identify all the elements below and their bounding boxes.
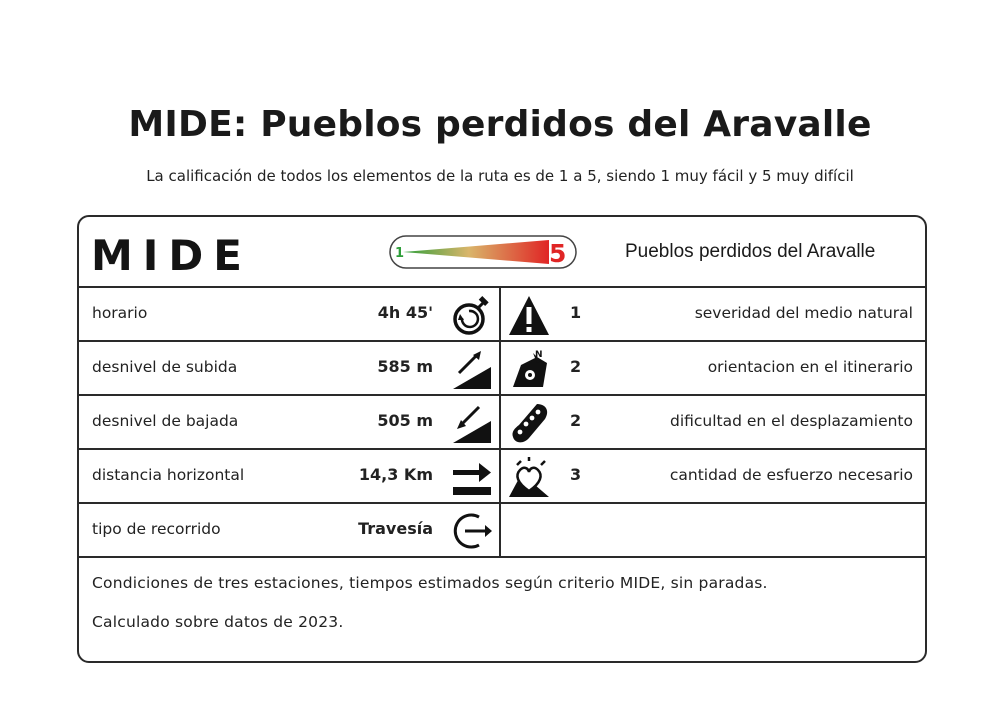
svg-text:N: N [535, 350, 543, 360]
row-label: cantidad de esfuerzo necesario [669, 466, 913, 484]
mide-logo: MIDE [91, 231, 252, 280]
row-label: dificultad en el desplazamiento [669, 412, 913, 430]
row-left-half [79, 288, 501, 340]
stopwatch-icon [449, 293, 493, 337]
hazard-mountain-icon [507, 293, 551, 337]
row-left-half [79, 504, 501, 556]
row-score: 2 [570, 357, 582, 376]
route-name: Pueblos perdidos del Aravalle [625, 241, 876, 262]
heart-effort-icon [507, 455, 551, 499]
row-label: horario [92, 304, 148, 322]
compass-orientation-icon [507, 347, 551, 391]
table-row [79, 504, 925, 558]
row-value: 505 m [377, 411, 433, 430]
table-row [79, 450, 925, 504]
row-label: orientacion en el itinerario [707, 358, 913, 376]
distance-arrow-icon [449, 455, 493, 499]
row-value: 14,3 Km [358, 465, 433, 484]
row-left-half [79, 342, 501, 394]
table-row [79, 288, 925, 342]
note-conditions: Condiciones de tres estaciones, tiempos estimados según criterio MIDE, sin paradas. [92, 574, 768, 592]
svg-text:5: 5 [549, 239, 567, 268]
row-left-half [79, 450, 501, 502]
row-label: tipo de recorrido [92, 520, 221, 538]
ascent-icon [449, 347, 493, 391]
boot-sole-icon [507, 401, 551, 445]
descent-icon [449, 401, 493, 445]
svg-text:1: 1 [395, 246, 405, 261]
table-row [79, 342, 925, 396]
mide-card [77, 215, 927, 663]
note-data-year: Calculado sobre datos de 2023. [92, 613, 344, 631]
row-value: Travesía [358, 519, 433, 538]
card-header [79, 217, 925, 288]
row-label: desnivel de bajada [92, 412, 239, 430]
table-row [79, 396, 925, 450]
row-left-half [79, 396, 501, 448]
notes [92, 574, 912, 652]
row-label: severidad del medio natural [694, 304, 913, 322]
row-score: 1 [570, 303, 582, 322]
page-subtitle: La calificación de todos los elementos de la ruta es de 1 a 5, siendo 1 muy fácil y 5 muy difícil [146, 167, 854, 185]
row-label: desnivel de subida [92, 358, 238, 376]
row-score: 3 [570, 465, 582, 484]
row-value: 585 m [377, 357, 433, 376]
difficulty-scale-icon [389, 234, 579, 270]
row-label: distancia horizontal [92, 466, 245, 484]
page-title: MIDE: Pueblos perdidos del Aravalle [128, 104, 872, 145]
row-score: 2 [570, 411, 582, 430]
route-type-icon [449, 509, 493, 553]
row-value: 4h 45' [377, 303, 433, 322]
